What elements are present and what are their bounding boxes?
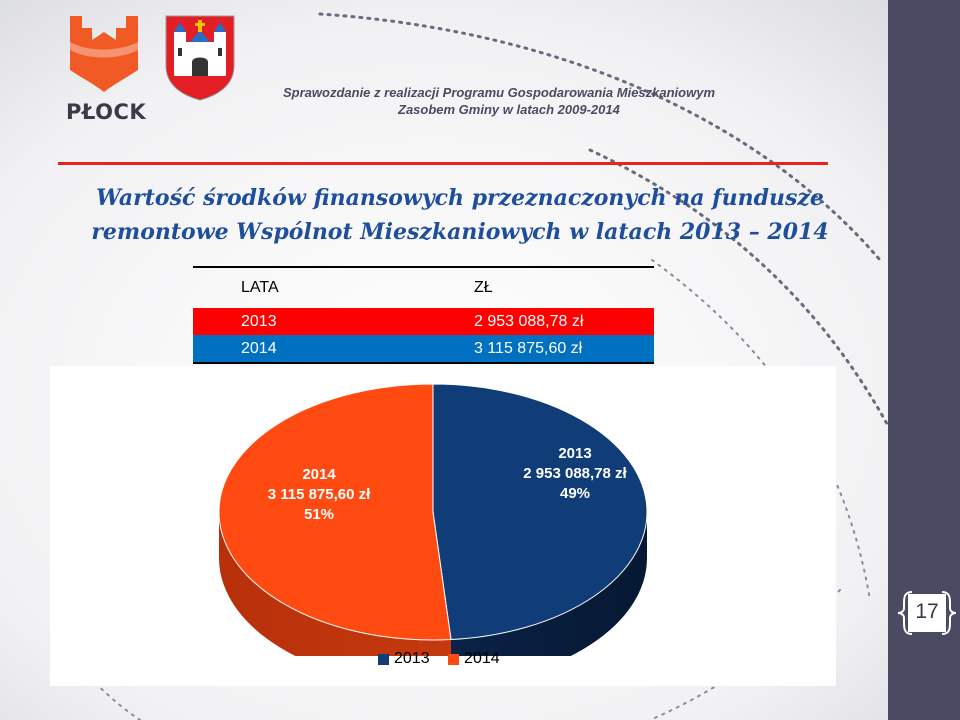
slide-title	[60, 181, 860, 249]
slice-label-value: 3 115 875,60 zł	[267, 486, 371, 503]
chart-legend	[378, 650, 514, 670]
logo-text: PŁOCK	[66, 100, 147, 124]
table-row	[193, 308, 654, 335]
plock-logo	[66, 12, 147, 124]
header-divider	[58, 162, 828, 165]
table-header-row	[193, 267, 654, 308]
page-number: 17	[915, 600, 939, 623]
table-row	[193, 335, 654, 363]
table-cell-year: 2014	[193, 335, 421, 363]
funds-table	[193, 266, 654, 364]
slice-label-year: 2014	[302, 466, 336, 483]
slice-label-percent: 51%	[303, 506, 335, 523]
city-crest-icon	[164, 14, 236, 102]
slice-label-value: 2 953 088,78 zł	[523, 465, 627, 482]
slide-title-line1: Wartość środków finansowych przeznaczonych na fundusze	[96, 185, 824, 211]
plock-castle-icon	[66, 12, 142, 98]
report-title-line2: Zasobem Gminy w latach 2009-2014	[398, 102, 620, 117]
legend-label: 2013	[394, 650, 430, 667]
legend-item-2014	[448, 650, 500, 668]
table-cell-amount: 2 953 088,78 zł	[421, 308, 654, 335]
legend-item-2013	[378, 650, 430, 668]
table-header-amount: ZŁ	[421, 267, 654, 308]
legend-label: 2014	[464, 650, 500, 667]
report-title-line1: Sprawozdanie z realizacji Programu Gospodarowania Mieszkaniowym	[283, 85, 716, 100]
pie-chart	[50, 366, 836, 656]
slice-label-2014	[249, 465, 389, 525]
table-cell-year: 2013	[193, 308, 421, 335]
table-header-year: LATA	[193, 267, 421, 308]
slice-label-2013	[505, 444, 645, 504]
legend-swatch	[378, 654, 389, 665]
slice-label-year: 2013	[558, 445, 592, 462]
slide-title-line2: remontowe Wspólnot Mieszkaniowych w latach 2013 – 2014	[91, 219, 829, 245]
slice-label-percent: 49%	[559, 485, 591, 502]
legend-swatch	[448, 654, 459, 665]
table-cell-amount: 3 115 875,60 zł	[421, 335, 654, 363]
